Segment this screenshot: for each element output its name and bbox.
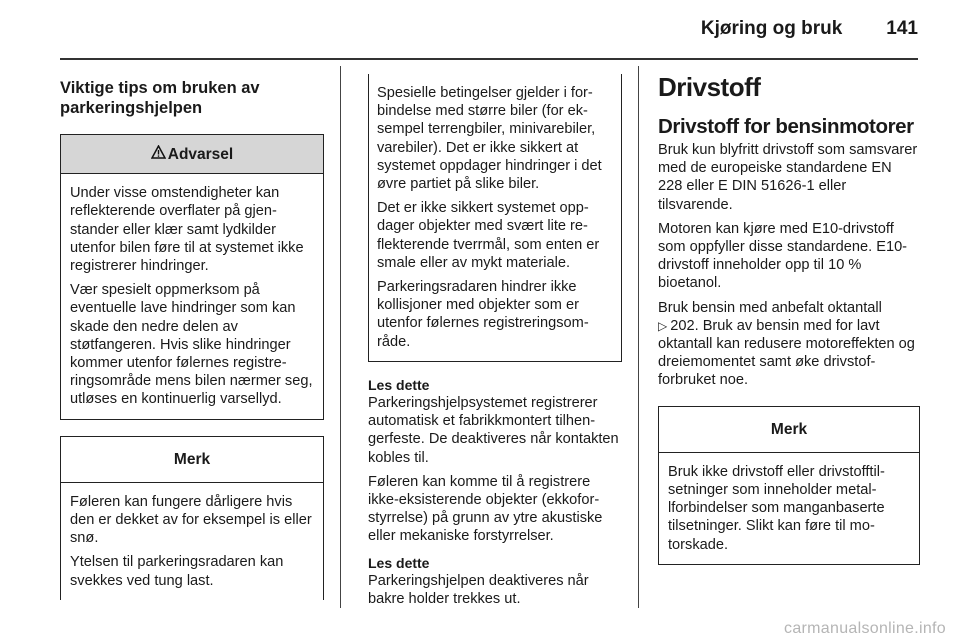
note-text <box>368 572 622 608</box>
note-box-left <box>60 436 324 600</box>
warning-paragraph: Det er ikke sikkert systemet oppdager objekter med svært lite reflekterende tverrmål, som enten er smale eller av mykt materiale. <box>377 200 600 271</box>
note-paragraph: Parkeringshjelpen deaktiveres når bakre holder trekkes ut. <box>368 572 589 608</box>
petrol-subheading: Drivstoff for bensinmotorer <box>658 115 914 138</box>
page-reference-arrow-icon: ▷ <box>658 318 668 333</box>
note-box-right <box>658 406 920 565</box>
note-paragraph: Føleren kan komme til å registrere ikke-eksisterende objekter (ekkoforstyrrelse) på grunn av ytre akustiske eller mekaniske forstyrrelser. <box>368 473 603 545</box>
warning-paragraph: Vær spesielt oppmerksom på eventuelle lave hindringer som kan skade den nedre delen av støtfangeren. Hvis slike hindringer kommer utenfor følernes registreringsområde mens bilen nærmer seg, utløses en kontinuerlig varsellyd. <box>70 282 313 408</box>
header-rule <box>60 58 918 60</box>
note-label: Les dette <box>368 554 430 571</box>
note-paragraph: Parkeringshjelpsystemet registrerer automatisk et fabrikkmontert tilhengerfeste. De deaktiveres når kontakten kobles til. <box>368 395 619 466</box>
fuel-heading: Drivstoff <box>658 72 761 102</box>
warning-box <box>60 134 324 420</box>
note-paragraph: Bruk ikke drivstoff eller drivstofftilsetninger som inneholder metallforbindelser som manganbaserte tilsetninger. Slikt kan føre til motorskade. <box>668 463 885 553</box>
warning-paragraph: Spesielle betingelser gjelder i forbindelse med større biler (for eksempel terrengbiler, minivarebiler, varebiler). Det er ikke sikkert at systemet oppdager hindringer i det øvre partiet på slike biler. <box>377 85 602 193</box>
note-box-header: Merk <box>61 437 323 483</box>
note-box-body <box>61 483 323 600</box>
note-box-body <box>659 453 919 564</box>
warning-box-header <box>61 135 323 174</box>
body-paragraph: Bruk kun blyfritt drivstoff som samsvarer med de europeiske standardene EN 228 eller E DIN 51626-1 eller tilsvarende. <box>658 142 918 213</box>
warning-box-continued <box>368 74 622 362</box>
body-paragraph: Bruk bensin med anbefalt oktantall ▷ 202. Bruk av bensin med for lavt oktantall kan redusere motoreffekten og dreiemomentet samt øke drivstofforbruket noe. <box>658 299 915 389</box>
tips-heading: Viktige tips om bruken av parkeringshjelpen <box>60 79 260 117</box>
note-paragraph: Føleren kan fungere dårligere hvis den er dekket av for eksempel is eller snø. <box>70 493 312 547</box>
warning-triangle-icon <box>151 145 166 164</box>
page-header <box>701 18 918 40</box>
note-box-header: Merk <box>659 407 919 453</box>
note-text <box>368 394 622 546</box>
watermark: carmanualsonline.info <box>784 620 946 637</box>
note-paragraph: Ytelsen til parkeringsradaren kan svekkes ved tung last. <box>70 554 284 589</box>
section-title: Kjøring og bruk <box>700 18 843 39</box>
warning-paragraph: Under visse omstendigheter kan reflekterende overflater på gjenstander eller klær samt lydkilder utenfor bilen føre til at systemet ikke registrerer hindringer. <box>70 185 304 275</box>
warning-paragraph: Parkeringsradaren hindrer ikke kollisjoner med objekter som er utenfor følernes registreringsområde. <box>377 279 589 350</box>
body-paragraph: Motoren kan kjøre med E10-drivstoff som oppfyller disse standardene. E10-drivstoff inneholder opp til 10 % bioetanol. <box>658 220 908 292</box>
page-reference-link[interactable]: 202 <box>670 317 695 334</box>
column-divider-right <box>638 66 639 608</box>
column-right <box>658 70 920 565</box>
warning-box-body <box>61 174 323 418</box>
column-middle <box>368 70 622 608</box>
warning-title: Advarsel <box>167 146 234 163</box>
column-left <box>60 70 324 600</box>
note-label: Les dette <box>368 376 430 393</box>
page-number: 141 <box>886 18 918 39</box>
column-divider-left <box>340 66 341 608</box>
